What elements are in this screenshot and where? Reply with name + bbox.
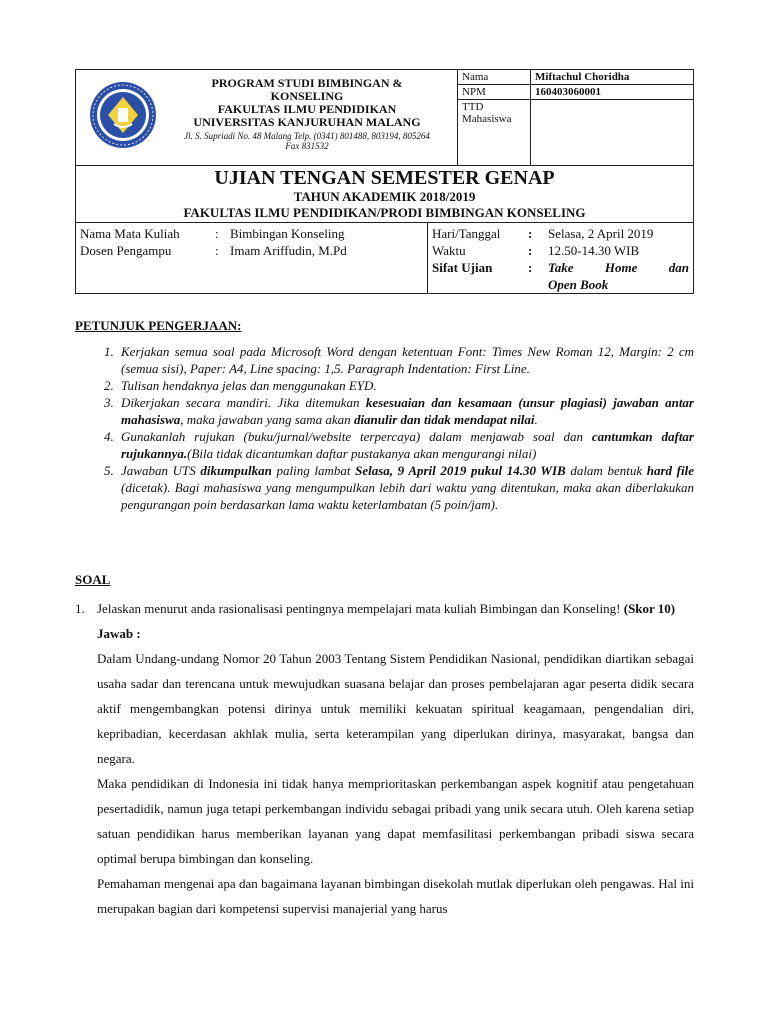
question-prompt: Jelaskan menurut anda rasionalisasi pentingnya mempelajari mata kuliah Bimbingan dan Konseling! <box>97 601 624 616</box>
instruction-text: (dicetak). Bagi mahasiswa yang mengumpulkan lebih dari waktu yang ditentukan, maka akan diberlakukan pengurangan poin berdasarkan lama waktu keterlambatan (5 poin/jam). <box>121 480 694 512</box>
colon: : <box>528 260 533 275</box>
instruction-text: Gunakanlah rujukan (buku/jurnal/website terpercaya) dalam menjawab soal dan <box>121 429 592 444</box>
instruction-text: Kerjakan semua soal pada Microsoft Word dengan ketentuan Font: Times New Roman 12, Margin: 2 cm (semua sisi), Paper: A4, Line spacing: 1,5. Paragraph Indentation: First Line. <box>121 344 694 376</box>
instruction-emphasis: Selasa, 9 April 2019 pukul 14.30 WIB <box>355 463 566 478</box>
soal-heading: SOAL <box>75 572 111 587</box>
instruction-text: dalam bentuk <box>565 463 647 478</box>
instruction-emphasis: hard file <box>646 463 694 478</box>
instruction-item <box>117 377 694 394</box>
npm-value: 160403060001 <box>531 85 693 100</box>
ttd-signature-area <box>531 100 693 165</box>
time-value: 12.50-14.30 WIB <box>548 243 640 258</box>
lecturer-value: Imam Ariffudin, M.Pd <box>230 243 347 258</box>
date-row <box>432 225 689 242</box>
instruction-text: Tulisan hendaknya jelas dan menggunakan EYD. <box>121 378 377 393</box>
course-row <box>80 225 423 242</box>
npm-label: NPM <box>458 85 531 100</box>
exam-type-line-2: Open Book <box>548 277 609 292</box>
instruction-emphasis: dianulir dan tidak mendapat nilai <box>353 412 535 427</box>
question-score: (Skor 10) <box>623 601 676 616</box>
colon: : <box>215 226 219 241</box>
colon: : <box>215 243 219 258</box>
exam-type-row <box>432 259 689 293</box>
exam-type-value <box>548 259 689 293</box>
instruction-item <box>117 462 694 513</box>
instruction-item <box>117 343 694 377</box>
date-label: Hari/Tanggal <box>432 226 501 241</box>
question-text <box>97 596 694 621</box>
ttd-label: TTD Mahasiswa <box>458 100 531 165</box>
faculty-line: FAKULTAS ILMU PENDIDIKAN <box>217 102 397 116</box>
institution-block <box>160 77 454 151</box>
instruction-text: , maka jawaban yang sama akan <box>180 412 354 427</box>
faculty-program: FAKULTAS ILMU PENDIDIKAN/PRODI BIMBINGAN KONSELING <box>183 205 586 220</box>
university-line: UNIVERSITAS KANJURUHAN MALANG <box>193 115 421 129</box>
lecturer-row <box>80 242 423 259</box>
answer-label: Jawab : <box>97 626 141 641</box>
time-row <box>432 242 689 259</box>
exam-type-line-1: Take Home dan <box>548 260 689 275</box>
instruction-text: . <box>534 412 538 427</box>
exam-type-label: Sifat Ujian <box>432 260 493 275</box>
question-number: 1. <box>75 601 85 616</box>
instruction-item <box>117 394 694 428</box>
header-top-row <box>76 70 693 166</box>
time-label: Waktu <box>432 243 466 258</box>
address-line: Jl. S. Supriadi No. 48 Malang Telp. (0341) 801488, 803194, 805264 <box>184 131 430 141</box>
program-line-1: PROGRAM STUDI BIMBINGAN & <box>211 76 403 90</box>
answer-paragraph-2: Maka pendidikan di Indonesia ini tidak hanya memprioritaskan perkembangan aspek kognitif atau pengetahuan pesertadidik, namun juga tetapi perkembangan individu sebagai pribadi yang unik secara utuh. Oleh karena setiap satuan pendidikan harus memberikan layanan yang dapat memfasilitasi perkembangan pribadi siswa secara optimal berupa bimbingan dan konseling. <box>97 776 694 866</box>
course-value: Bimbingan Konseling <box>230 226 345 241</box>
instructions-list <box>75 343 694 513</box>
instruction-emphasis: kesesuaian dan kesamaan (unsur plagiasi) jawaban antar mahasiswa <box>121 395 694 427</box>
exam-title-block <box>76 166 693 223</box>
fax-line: Fax 831532 <box>285 141 329 151</box>
instruction-text: Dikerjakan secara mandiri. Jika ditemukan <box>121 395 366 410</box>
nama-label: Nama <box>458 70 531 85</box>
date-value: Selasa, 2 April 2019 <box>548 226 654 241</box>
lecturer-label: Dosen Pengampu <box>80 243 172 258</box>
nama-value: Miftachul Choridha <box>531 70 693 85</box>
question-1 <box>75 596 694 921</box>
instructions-heading: PETUNJUK PENGERJAAN: <box>75 318 242 333</box>
academic-year: TAHUN AKADEMIK 2018/2019 <box>293 189 476 204</box>
instruction-text: Jawaban UTS <box>121 463 201 478</box>
student-info-cell <box>458 70 693 165</box>
instruction-emphasis: dikumpulkan <box>200 463 272 478</box>
course-label: Nama Mata Kuliah <box>80 226 180 241</box>
course-info-left <box>76 223 428 293</box>
instruction-emphasis: cantumkan daftar rujukannya. <box>121 429 694 461</box>
answer-paragraph-1: Dalam Undang-undang Nomor 20 Tahun 2003 Tentang Sistem Pendidikan Nasional, pendidikan diartikan sebagai usaha sadar dan terencana untuk mewujudkan suasana belajar dan proses pembelajaran agar peserta didik secara aktif mengembangkan potensi dirinya untuk memiliki kekuatan spiritual keagamaan, pengendalian diri, kepribadian, kecerdasan akhlak mulia, serta keterampilan yang diperlukan dirinya, masyarakat, bangsa dan negara. <box>97 651 694 766</box>
instruction-item <box>117 428 694 462</box>
colon: : <box>528 226 533 241</box>
answer-block <box>97 621 694 921</box>
instruction-text: paling lambat <box>271 463 356 478</box>
answer-paragraph-3: Pemahaman mengenai apa dan bagaimana layanan bimbingan disekolah mutlak diperlukan oleh pengawas. Hal ini merupakan bagian dari kompetensi supervisi manajerial yang harus <box>97 876 694 916</box>
exam-title: UJIAN TENGAN SEMESTER GENAP <box>214 167 555 189</box>
course-info-row <box>76 223 693 293</box>
colon: : <box>528 243 533 258</box>
course-info-right <box>428 223 693 293</box>
university-seal-icon <box>88 80 158 150</box>
instruction-text: (Bila tidak dicantumkan daftar pustakanya akan mengurangi nilai) <box>187 446 537 461</box>
institution-cell <box>76 70 458 165</box>
header-table <box>75 69 694 294</box>
program-line-2: KONSELING <box>270 89 344 103</box>
